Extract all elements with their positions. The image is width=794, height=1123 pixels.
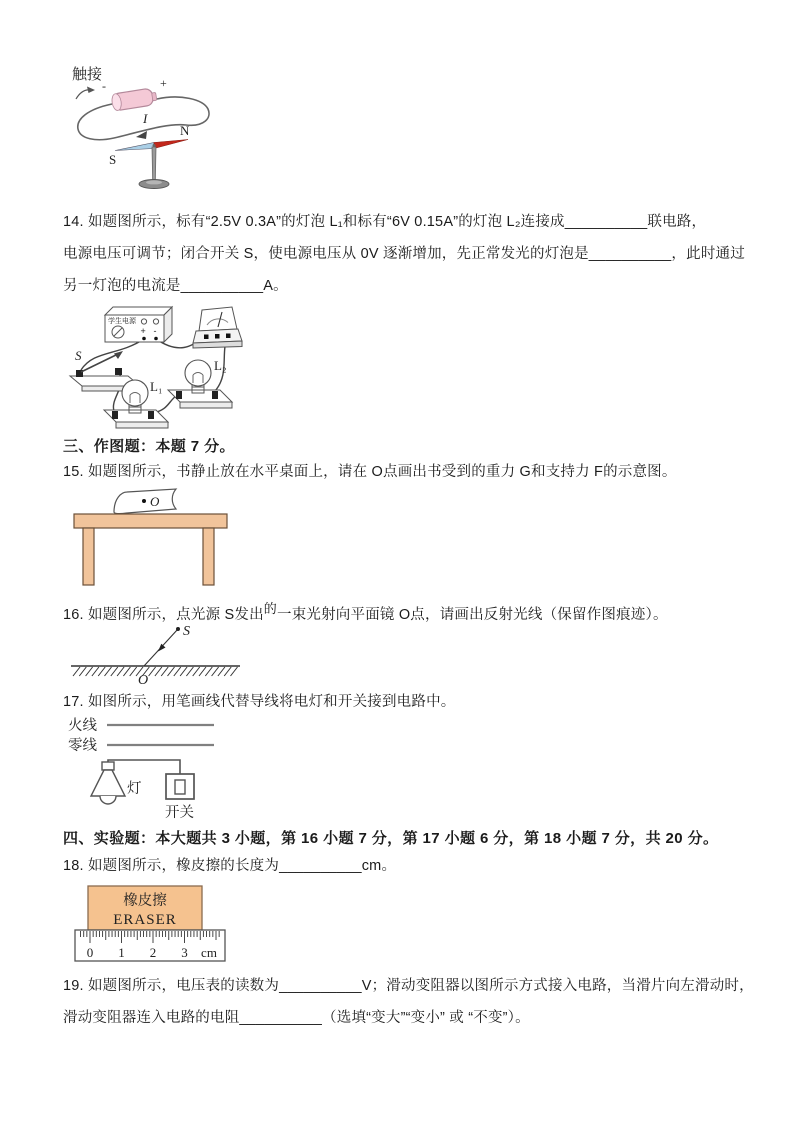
touch-arrow	[76, 90, 90, 99]
lamp-switch-wire	[108, 760, 180, 774]
north-label: N	[180, 123, 190, 138]
q16-rest: 一束光射向平面镜 O点，请画出反射光线（保留作图痕迹）。	[277, 607, 668, 623]
ray-arrowhead	[158, 644, 166, 652]
q14-line-2: 电源电压可调节；闭合开关 S，使电源电压从 0V 逐渐增加，先正常发光的灯泡是__________，此时通过	[63, 246, 745, 262]
live-wire-label: 火线	[68, 718, 97, 734]
power-supply-label: 学生电源	[108, 318, 136, 325]
table-top	[74, 514, 227, 528]
source-s-dot	[176, 627, 180, 631]
figure-oersted-experiment	[70, 63, 220, 198]
q16-lead: 16. 如题图所示，点光源 S发出	[63, 607, 264, 623]
figure-book-on-table	[70, 486, 235, 589]
demonstration-meter	[193, 307, 242, 348]
supply-plus: +	[140, 326, 146, 336]
touch-label: 触接	[72, 66, 103, 83]
eraser-en-label: ERASER	[113, 912, 177, 928]
ruler-tick-3: 3	[181, 945, 188, 960]
bulb-l2	[168, 358, 232, 408]
question-18: 18. 如题图所示，橡皮擦的长度为__________cm。	[63, 858, 397, 874]
needle-north-half	[154, 140, 188, 149]
q19-line-2: 滑动变阻器连入电路的电阻__________（选填“变大”“变小” 或 “不变”）。	[63, 1010, 530, 1026]
point-o-dot	[142, 499, 146, 503]
q14-line-3: 另一灯泡的电流是__________A。	[63, 278, 288, 294]
ruler-tick-1: 1	[118, 945, 125, 960]
figure-eraser-ruler	[72, 882, 232, 967]
source-s-label: S	[183, 624, 190, 639]
bulb2-label: L₂	[214, 358, 227, 373]
lamp-label: 灯	[127, 781, 142, 797]
eraser-cn-label: 橡皮擦	[123, 893, 167, 909]
needle-pivot	[153, 144, 156, 147]
ruler-unit-label: cm	[201, 945, 217, 960]
switch-label: 开关	[165, 805, 194, 821]
battery-minus-label: -	[102, 79, 106, 93]
figure-q14-circuit	[68, 298, 368, 433]
question-15: 15. 如题图所示，书静止放在水平桌面上，请在 O点画出书受到的重力 G和支持力 F的示意图。	[63, 464, 677, 480]
section-4-heading: 四、实验题：本大题共 3 小题，第 16 小题 7 分，第 17 小题 6 分，第 18 小题 7 分，共 20 分。	[63, 830, 719, 847]
mirror-hatching	[73, 667, 238, 676]
lamp-bulb	[100, 796, 116, 804]
ruler-tick-0: 0	[86, 945, 94, 960]
student-power-supply	[105, 307, 172, 342]
supply-minus: -	[153, 326, 157, 336]
compass-base-top	[146, 180, 162, 184]
table-leg-left	[83, 528, 94, 585]
question-14	[63, 206, 745, 302]
point-o-label: O	[138, 673, 149, 688]
lamp-shade	[91, 770, 125, 796]
touch-arrowhead	[87, 87, 95, 94]
wire-supply-switch	[81, 339, 144, 370]
switch-s-label: S	[75, 348, 82, 363]
south-label: S	[109, 152, 117, 167]
battery	[102, 76, 167, 111]
q19-line-1: 19. 如题图所示，电压表的读数为__________V；滑动变阻器以图所示方式接入电路，当滑片向左滑动时，	[63, 978, 754, 994]
switch-button	[175, 780, 185, 794]
point-o-label: O	[150, 494, 160, 509]
needle-south-half	[115, 143, 154, 151]
figure-mirror-ray	[68, 620, 248, 688]
lamp-neck	[102, 762, 114, 770]
battery-plus-label: +	[160, 76, 167, 90]
table-leg-right	[203, 528, 214, 585]
current-label: I	[143, 111, 148, 126]
bulb1-label: L₁	[150, 379, 163, 394]
question-19	[63, 970, 754, 1034]
q14-line-1: 14. 如题图所示，标有“2.5V 0.3A”的灯泡 L₁和标有“6V 0.15A”的灯泡 L₂连接成__________联电路，	[63, 214, 707, 230]
figure-household-wiring	[66, 712, 236, 824]
ruler-tick-2: 2	[149, 945, 157, 960]
question-17: 17. 如图所示，用笔画线代替导线将电灯和开关接到电路中。	[63, 694, 456, 710]
section-3-heading: 三、作图题：本题 7 分。	[63, 438, 235, 455]
compass-stand	[152, 147, 156, 182]
q16-raised-char: 的	[263, 601, 277, 616]
neutral-wire-label: 零线	[68, 738, 97, 754]
